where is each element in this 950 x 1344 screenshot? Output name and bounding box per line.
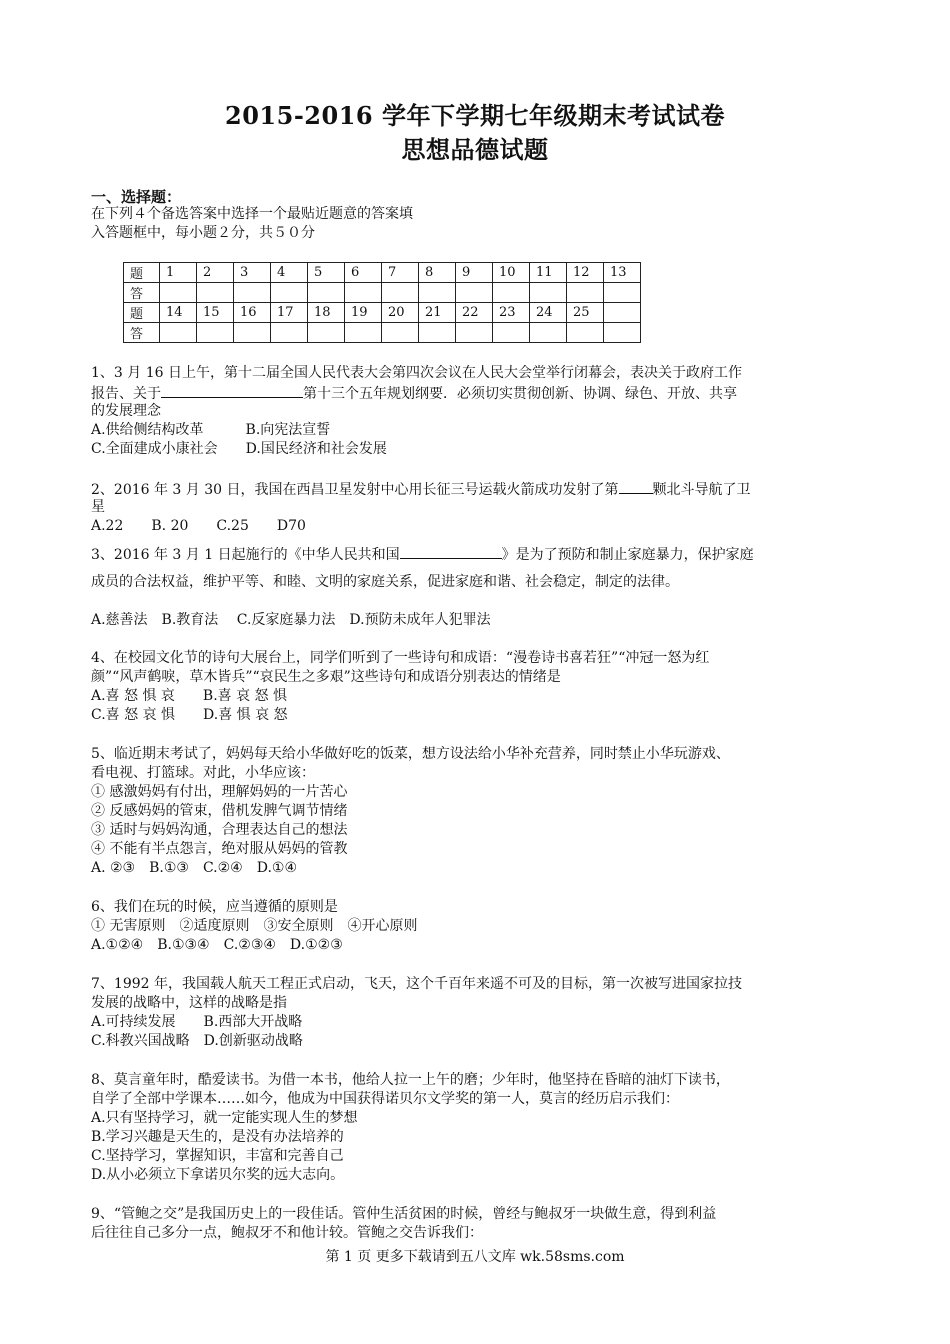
q1-text-a: 报告、关于 [91, 386, 161, 402]
q1-fill-blank[interactable] [161, 383, 303, 398]
answer-cell[interactable] [567, 283, 604, 303]
row-label-answer: 答 [124, 323, 160, 343]
answer-cell[interactable] [271, 283, 308, 303]
q3-text-b: 》是为了预防和制止家庭暴力，保护家庭 [501, 547, 754, 563]
answer-cell[interactable] [345, 323, 382, 343]
section-heading: 一、选择题： [91, 188, 182, 206]
question-number-cell: 23 [493, 303, 530, 323]
table-row [124, 263, 641, 283]
answer-cell[interactable] [345, 283, 382, 303]
q6-line-1: 6、我们在玩的时候，应当遵循的原则是 [91, 899, 338, 915]
page-footer: 第 1 页 更多下载请到五八文库 wk.58sms.com [325, 1249, 625, 1265]
q7-options-2: C.科教兴国战略 D.创新驱动战略 [91, 1033, 303, 1049]
q4-options-2: C.喜 怒 哀 惧 D.喜 惧 哀 怒 [91, 707, 288, 723]
question-number-cell: 8 [419, 263, 456, 283]
q8-line-1: 8、莫言童年时，酷爱读书。为借一本书，他给人拉一上午的磨；少年时，他坚持在昏暗的油灯下读书， [91, 1072, 730, 1088]
question-number-cell: 17 [271, 303, 308, 323]
q5-line-2: 看电视、打篮球。对此，小华应该： [91, 765, 315, 781]
q5-options: A. ②③ B.①③ C.②④ D.①④ [91, 860, 297, 876]
row-label-answer: 答 [124, 283, 160, 303]
question-number-cell: 11 [530, 263, 567, 283]
question-number-cell: 24 [530, 303, 567, 323]
question-number-cell [604, 303, 641, 323]
answer-cell[interactable] [308, 283, 345, 303]
q2-text-a: 2、2016 年 3 月 30 日，我国在西昌卫星发射中心用长征三号运载火箭成功发射了第 [91, 482, 619, 498]
q7-line-2: 发展的战略中，这样的战略是指 [91, 995, 287, 1011]
question-number-cell: 1 [160, 263, 197, 283]
table-row [124, 283, 641, 303]
row-label-question: 题 [124, 263, 160, 283]
q2-fill-blank[interactable] [619, 479, 653, 494]
question-number-cell: 9 [456, 263, 493, 283]
question-number-cell: 3 [234, 263, 271, 283]
question-number-cell: 10 [493, 263, 530, 283]
answer-cell[interactable] [456, 283, 493, 303]
q8-option-d: D.从小必须立下拿诺贝尔奖的远大志向。 [91, 1167, 345, 1183]
question-number-cell: 15 [197, 303, 234, 323]
answer-cell[interactable] [604, 283, 641, 303]
q4-options-1: A.喜 怒 惧 哀 B.喜 哀 怒 惧 [91, 688, 287, 704]
answer-cell[interactable] [493, 323, 530, 343]
table-row [124, 323, 641, 343]
question-number-cell: 6 [345, 263, 382, 283]
question-number-cell: 19 [345, 303, 382, 323]
q3-line-2: 成员的合法权益，维护平等、和睦、文明的家庭关系，促进家庭和谐、社会稳定，制定的法律。 [91, 574, 679, 590]
q2-line-2: 星 [91, 499, 105, 515]
question-number-cell: 25 [567, 303, 604, 323]
exam-subtitle: 思想品德试题 [401, 135, 549, 164]
q7-line-1: 7、1992 年，我国载人航天工程正式启动，飞天，这个千百年来遥不可及的目标，第一次被写进国家拉技 [91, 976, 742, 992]
question-number-cell: 5 [308, 263, 345, 283]
question-number-cell: 18 [308, 303, 345, 323]
answer-cell[interactable] [493, 283, 530, 303]
question-number-cell: 2 [197, 263, 234, 283]
q1-line-2 [91, 383, 737, 403]
q8-option-a: A.只有坚持学习，就一定能实现人生的梦想 [91, 1110, 358, 1126]
answer-cell[interactable] [419, 323, 456, 343]
q3-fill-blank[interactable] [400, 544, 502, 559]
answer-cell[interactable] [234, 283, 271, 303]
q4-line-1: 4、在校园文化节的诗句大展台上，同学们听到了一些诗句和成语：“漫卷诗书喜若狂”“冲冠一怒为红 [91, 650, 710, 666]
q9-line-2: 后往往自己多分一点，鲍叔牙不和他计较。管鲍之交告诉我们： [91, 1225, 483, 1241]
answer-cell[interactable] [530, 283, 567, 303]
q1-options-2: C.全面建成小康社会 D.国民经济和社会发展 [91, 441, 387, 457]
instructions-line-1: 在下列４个备选答案中选择一个最贴近题意的答案填 [91, 206, 413, 222]
answer-table [123, 262, 641, 343]
answer-cell[interactable] [604, 323, 641, 343]
answer-cell[interactable] [197, 283, 234, 303]
answer-cell[interactable] [160, 323, 197, 343]
question-number-cell: 21 [419, 303, 456, 323]
answer-cell[interactable] [419, 283, 456, 303]
q2-text-b: 颗北斗导航了卫 [652, 482, 751, 498]
question-number-cell: 13 [604, 263, 641, 283]
q3-text-a: 3、2016 年 3 月 1 日起施行的《中华人民共和国 [91, 547, 400, 563]
answer-cell[interactable] [160, 283, 197, 303]
question-number-cell: 14 [160, 303, 197, 323]
q5-statement-3: ③ 适时与妈妈沟通，合理表达自己的想法 [91, 822, 348, 838]
q3-line-1 [91, 544, 754, 564]
answer-cell[interactable] [197, 323, 234, 343]
q9-line-1: 9、“管鲍之交”是我国历史上的一段佳话。管仲生活贫困的时候，曾经与鲍叔牙一块做生意，得到利益 [91, 1206, 717, 1222]
exam-title: 2015-2016 学年下学期七年级期末考试试卷 [225, 101, 725, 130]
q2-options: A.22 B. 20 C.25 D70 [91, 518, 306, 534]
q8-option-b: B.学习兴趣是天生的，是没有办法培养的 [91, 1129, 344, 1145]
question-number-cell: 7 [382, 263, 419, 283]
q8-line-2: 自学了全部中学课本……如今，他成为中国获得诺贝尔文学奖的第一人，莫言的经历启示我们： [91, 1091, 679, 1107]
q1-text-b: 第十三个五年规划纲要．必须切实贯彻创新、协调、绿色、开放、共享 [303, 386, 737, 402]
question-number-cell: 12 [567, 263, 604, 283]
answer-cell[interactable] [382, 323, 419, 343]
answer-cell[interactable] [382, 283, 419, 303]
question-number-cell: 4 [271, 263, 308, 283]
q1-line-3: 的发展理念 [91, 403, 161, 419]
q5-statement-2: ② 反感妈妈的管束，借机发脾气调节情绪 [91, 803, 348, 819]
q2-line-1 [91, 479, 751, 499]
row-label-question: 题 [124, 303, 160, 323]
answer-cell[interactable] [234, 323, 271, 343]
answer-cell[interactable] [456, 323, 493, 343]
q5-statement-4: ④ 不能有半点怨言，绝对服从妈妈的管教 [91, 841, 348, 857]
q7-options-1: A.可持续发展 B.西部大开战略 [91, 1014, 303, 1030]
q3-options: A.慈善法 B.教育法 C.反家庭暴力法 D.预防未成年人犯罪法 [91, 612, 491, 628]
question-number-cell: 22 [456, 303, 493, 323]
q8-option-c: C.坚持学习，掌握知识，丰富和完善自己 [91, 1148, 344, 1164]
q6-line-2: ① 无害原则 ②适度原则 ③安全原则 ④开心原则 [91, 918, 418, 934]
q5-statement-1: ① 感激妈妈有付出，理解妈妈的一片苦心 [91, 784, 348, 800]
q1-line-1: 1、3 月 16 日上午，第十二届全国人民代表大会第四次会议在人民大会堂举行闭幕会，表决关于政府工作 [91, 365, 742, 381]
instructions-line-2: 入答题框中，每小题２分，共５０分 [91, 225, 315, 241]
table-row [124, 303, 641, 323]
answer-cell[interactable] [567, 323, 604, 343]
question-number-cell: 16 [234, 303, 271, 323]
answer-cell[interactable] [271, 323, 308, 343]
question-number-cell: 20 [382, 303, 419, 323]
q1-options-1: A.供给侧结构改革 B.向宪法宣誓 [91, 422, 331, 438]
answer-cell[interactable] [530, 323, 567, 343]
q6-options: A.①②④ B.①③④ C.②③④ D.①②③ [91, 937, 343, 953]
q5-line-1: 5、临近期末考试了，妈妈每天给小华做好吃的饭菜，想方设法给小华补充营养，同时禁止小华玩游戏、 [91, 746, 730, 762]
answer-cell[interactable] [308, 323, 345, 343]
q4-line-2: 颜”“风声鹤唳，草木皆兵”“哀民生之多艰”这些诗句和成语分别表达的情绪是 [91, 669, 561, 685]
